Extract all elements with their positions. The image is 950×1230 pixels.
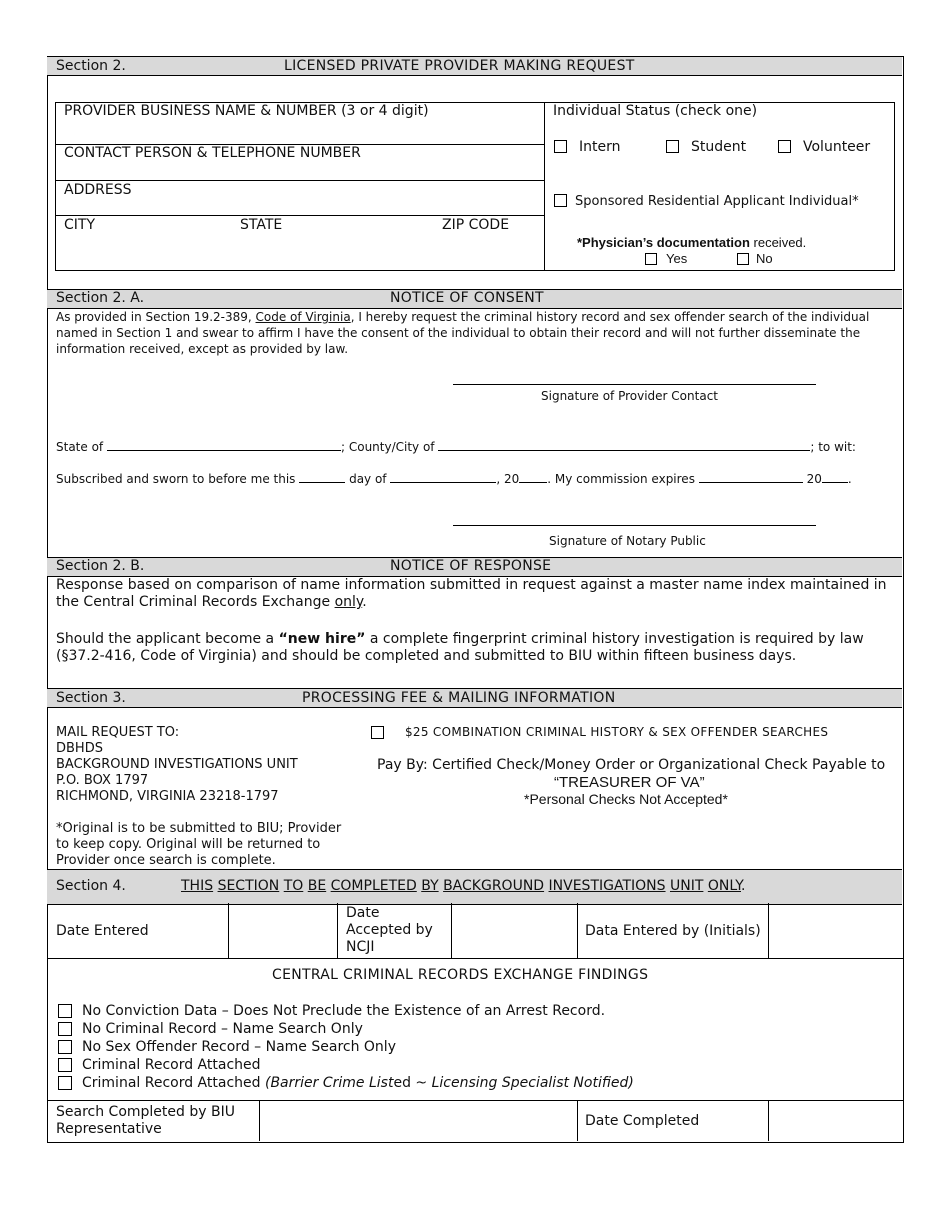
city-field[interactable]: CITY [64,217,96,233]
barrier-part-c: Licensing Specialist Notified) [431,1075,634,1091]
consent-code-of-virginia: Code of Virginia [255,310,351,324]
title-word-10: ONLY [707,878,741,894]
individual-status-label: Individual Status (check one) [553,103,758,119]
section-2a-title: NOTICE OF CONSENT [390,290,544,306]
findings-title: CENTRAL CRIMINAL RECORDS EXCHANGE FINDINGS [272,967,649,983]
section-2a-label: Section 2. A. [56,290,145,306]
provider-row-divider-3 [55,215,544,216]
date-completed-input[interactable] [769,1101,902,1140]
physician-bold-text: *Physician’s documentation [577,235,750,250]
title-word-5: COMPLETED [330,878,417,894]
finding-4-checkbox[interactable] [58,1058,72,1072]
state-field[interactable]: STATE [240,217,283,233]
finding-5-checkbox[interactable] [58,1076,72,1090]
search-completed-label: Search Completed by BIU Representative [56,1104,235,1137]
hire-bold: “new hire” [278,631,366,647]
state-county-line [56,438,856,453]
data-entered-by-label: Data Entered by (Initials) [585,923,761,939]
physician-rest-text: received. [749,235,807,250]
notary-signature-label: Signature of Notary Public [549,534,706,548]
sponsored-label: Sponsored Residential Applicant Individual* [575,194,859,209]
fee-label: $25 COMBINATION CRIMINAL HISTORY & SEX OFFENDER SEARCHES [405,725,829,739]
barrier-part-a: (Barrier Crime List [264,1075,394,1091]
section-4-title [181,879,745,893]
response-pre: Response based on comparison of name information submitted in request against a master name index maintained in the Central Criminal Records Exchange [56,577,887,610]
finding-4-label: Criminal Record Attached [82,1057,261,1073]
comma-20-label: , 20 [496,472,520,486]
original-note: *Original is to be submitted to BIU; Provider to keep copy. Original will be returned to Provider once search is complete. [56,821,342,868]
date-accepted-input[interactable] [452,904,576,957]
section-2b-title: NOTICE OF RESPONSE [390,558,552,574]
response-paragraph [56,577,898,611]
section-3-title: PROCESSING FEE & MAILING INFORMATION [302,690,616,706]
finding-3-label: No Sex Offender Record – Name Search Only [82,1039,396,1055]
provider-status-divider [544,102,545,270]
mail-address-line-1: DBHDS [56,741,103,756]
intern-checkbox[interactable] [554,140,567,153]
section-3-label: Section 3. [56,690,126,706]
provider-row-divider-2 [55,180,544,181]
title-word-2: SECTION [217,878,280,894]
pay-by-text: Pay By: Certified Check/Money Order or Organizational Check Payable to [377,757,886,773]
section-2b-label: Section 2. B. [56,558,145,574]
title-word-6: BY [421,878,439,894]
contact-person-field[interactable]: CONTACT PERSON & TELEPHONE NUMBER [64,145,361,161]
row1-col-divider-2 [337,903,338,958]
zip-field[interactable]: ZIP CODE [442,217,510,233]
date-entered-label: Date Entered [56,923,149,939]
section-2-title: LICENSED PRIVATE PROVIDER MAKING REQUEST [284,58,635,74]
to-wit-label: ; to wit: [810,440,856,454]
title-word-4: BE [307,878,327,894]
title-word-9: UNIT [669,878,704,894]
response-only: only [334,594,363,610]
treasurer-text: “TREASURER OF VA” [554,774,705,791]
provider-signature-label: Signature of Provider Contact [541,389,718,403]
title-word-8: INVESTIGATIONS [548,878,666,894]
search-completed-input[interactable] [260,1101,576,1140]
hire-pre: Should the applicant become a [56,631,279,647]
title-end: . [741,878,746,894]
state-of-label: State of [56,440,104,454]
commission-year-input[interactable] [822,470,848,483]
finding-5-text: Criminal Record Attached [82,1075,265,1091]
student-checkbox[interactable] [666,140,679,153]
fee-checkbox[interactable] [371,726,384,739]
mail-address-line-2: BACKGROUND INVESTIGATIONS UNIT [56,757,298,772]
subscribed-line [56,470,852,485]
mail-address-line-4: RICHMOND, VIRGINIA 23218-1797 [56,789,279,804]
personal-checks-text: *Personal Checks Not Accepted* [524,791,728,807]
commission-label: . My commission expires [547,472,695,486]
new-hire-paragraph [56,631,898,665]
section-4-row1-bottom [47,958,903,959]
provider-business-field[interactable]: PROVIDER BUSINESS NAME & NUMBER (3 or 4 digit) [64,103,429,119]
physician-yes-label: Yes [666,251,688,266]
response-post: . [362,594,367,610]
finding-5-label [82,1076,634,1090]
title-word-1: THIS [181,878,214,894]
day-input[interactable] [299,470,345,483]
county-city-input[interactable] [438,438,810,451]
date-entered-input[interactable] [229,904,336,957]
finding-2-label: No Criminal Record – Name Search Only [82,1021,363,1037]
physician-no-label: No [756,251,773,266]
month-input[interactable] [390,470,496,483]
date-completed-label: Date Completed [585,1113,700,1129]
section-2-label: Section 2. [56,58,126,74]
commission-period: . [847,472,852,486]
bottom-col-divider-2 [577,1100,578,1141]
finding-2-checkbox[interactable] [58,1022,72,1036]
student-label: Student [691,139,747,155]
barrier-part-b: ed ~ [393,1075,432,1091]
initials-input[interactable] [769,904,902,957]
finding-1-label: No Conviction Data – Does Not Preclude the Existence of an Arrest Record. [82,1003,606,1019]
county-city-label: ; County/City of [340,440,435,454]
physician-documentation-note [577,236,806,249]
row1-col-divider-4 [577,903,578,958]
physician-yes-checkbox[interactable] [645,253,657,265]
sponsored-checkbox[interactable] [554,194,567,207]
day-of-label: day of [349,472,387,486]
mail-to-label: MAIL REQUEST TO: [56,725,180,740]
commission-year-prefix: 20 [806,472,822,486]
title-word-3: TO [283,878,304,894]
mail-address-line-3: P.O. BOX 1797 [56,773,149,788]
volunteer-label: Volunteer [803,139,871,155]
finding-1-checkbox[interactable] [58,1004,72,1018]
notary-signature-line [453,525,816,526]
subscribed-label: Subscribed and sworn to before me this [56,472,296,486]
physician-no-checkbox[interactable] [737,253,749,265]
state-of-input[interactable] [107,438,341,451]
volunteer-checkbox[interactable] [778,140,791,153]
provider-signature-line [453,384,816,385]
consent-pre: As provided in Section 19.2-389, [56,310,256,324]
title-word-7: BACKGROUND [443,878,545,894]
intern-label: Intern [579,139,621,155]
finding-3-checkbox[interactable] [58,1040,72,1054]
section-4-label: Section 4. [56,878,126,894]
commission-date-input[interactable] [699,470,803,483]
consent-paragraph [56,309,896,357]
address-field[interactable]: ADDRESS [64,182,132,198]
date-accepted-label: Date Accepted by NCJI [346,905,433,955]
hire-post: a complete fingerprint criminal history investigation is required by law (§37.2-416, Code of Virginia) and should be completed and submitted to BIU within fifteen business days. [56,631,864,664]
year-input[interactable] [519,470,547,483]
consent-post: , I hereby request the criminal history record and sex offender search of the individual named in Section 1 and swear to affirm I have the consent of the individual to obtain their record and will not further disseminate the information received, except as provided by law. [56,310,870,356]
